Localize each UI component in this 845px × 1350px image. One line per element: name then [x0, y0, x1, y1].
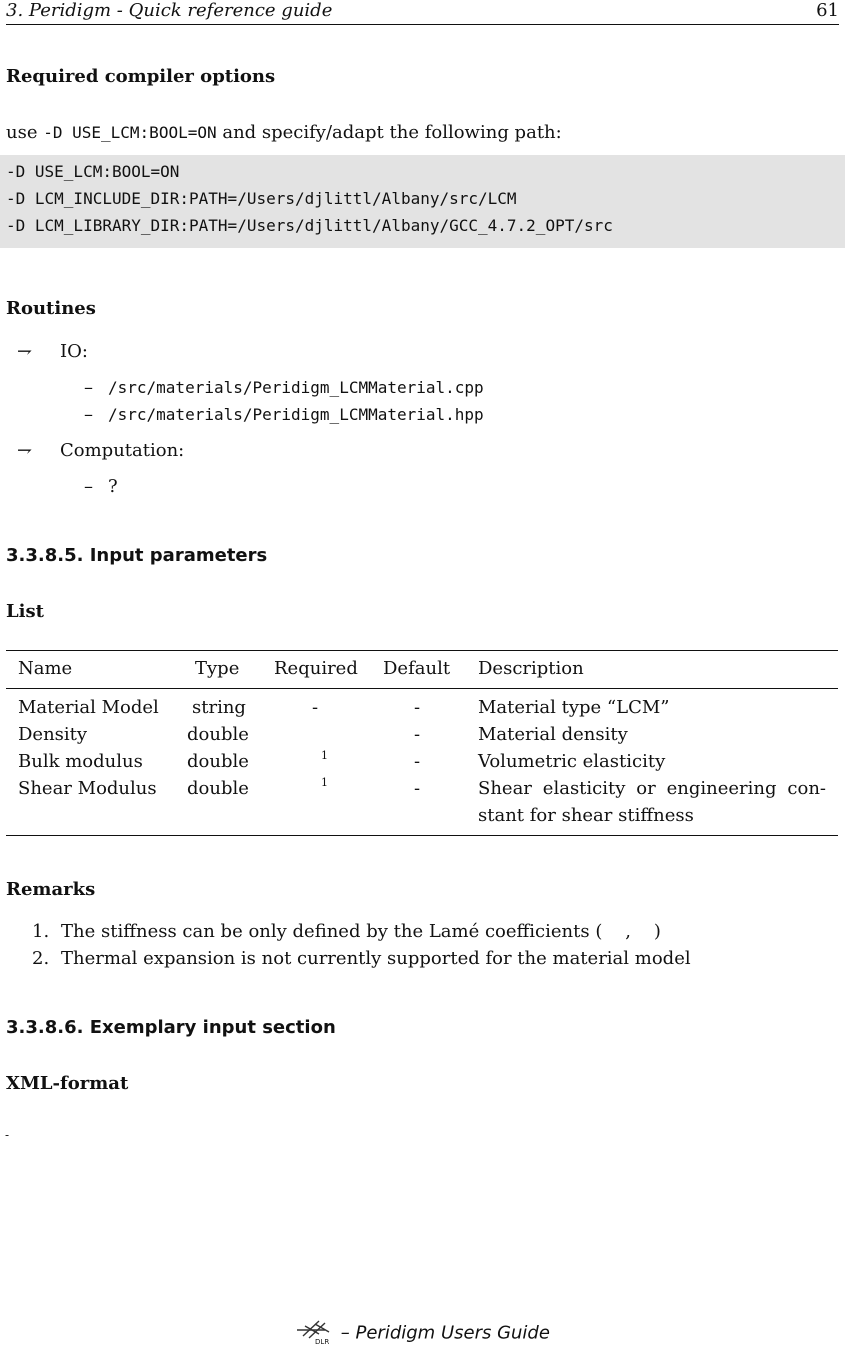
table-cell-description: Volumetric elasticity: [478, 751, 666, 772]
exemplary-input-heading: 3.3.8.6. Exemplary input section: [6, 1017, 336, 1038]
table-header-rule: [6, 688, 838, 689]
table-cell-required: -: [312, 697, 319, 718]
page-footer: [0, 1318, 845, 1348]
table-cell-description: Material type “LCM”: [478, 697, 670, 718]
column-header-type: Type: [195, 658, 240, 679]
compiler-intro-prefix: use: [6, 122, 44, 143]
table-cell-type: double: [187, 724, 249, 745]
compiler-intro: [6, 122, 562, 143]
dlr-logo-caption: DLR: [315, 1338, 330, 1346]
table-cell-required-footnote: 1: [321, 749, 328, 762]
table-cell-default: -: [414, 724, 421, 745]
table-cell-description-continued: stant for shear stiffness: [478, 805, 694, 826]
table-cell-default: -: [414, 751, 421, 772]
compiler-intro-code: -D USE_LCM:BOOL=ON: [43, 123, 217, 142]
routine-file-path: /src/materials/Peridigm_LCMMaterial.hpp: [108, 405, 484, 424]
remark-text: The stiffness can be only defined by the Lamé coefficients ( , ): [61, 921, 661, 942]
column-header-default: Default: [383, 658, 451, 679]
routines-heading: Routines: [6, 298, 96, 319]
dash-bullet: –: [84, 377, 93, 398]
table-cell-name: Bulk modulus: [18, 751, 143, 772]
page-number: 61: [816, 0, 839, 21]
remark-number: 1.: [32, 921, 50, 942]
routine-computation-item: ?: [108, 476, 118, 497]
column-header-description: Description: [478, 658, 584, 679]
remarks-heading: Remarks: [6, 879, 96, 900]
running-header-title: 3. Peridigm - Quick reference guide: [6, 0, 333, 21]
remark-number: 2.: [32, 948, 50, 969]
routine-file-path: /src/materials/Peridigm_LCMMaterial.cpp: [108, 378, 484, 397]
dash-bullet: –: [84, 476, 93, 497]
dlr-logo-icon: [295, 1318, 335, 1348]
table-cell-required-footnote: 1: [321, 776, 328, 789]
compiler-options-heading: Required compiler options: [6, 66, 276, 87]
table-cell-default: -: [414, 778, 421, 799]
table-cell-name: Material Model: [18, 697, 159, 718]
compiler-intro-suffix: and specify/adapt the following path:: [216, 122, 562, 143]
code-line: -D LCM_LIBRARY_DIR:PATH=/Users/djlittl/Albany/GCC_4.7.2_OPT/src: [6, 216, 613, 235]
table-cell-type: double: [187, 751, 249, 772]
footer-text: – Peridigm Users Guide: [340, 1322, 550, 1344]
table-cell-default: -: [414, 697, 421, 718]
table-cell-type: string: [192, 697, 246, 718]
code-line: -D USE_LCM:BOOL=ON: [6, 162, 180, 181]
stray-mark: -: [5, 1128, 10, 1142]
arrow-bullet-icon: ⇁: [17, 341, 33, 362]
table-bottom-rule: [6, 835, 838, 836]
table-cell-name: Shear Modulus: [18, 778, 157, 799]
list-heading: List: [6, 601, 44, 622]
input-parameters-heading: 3.3.8.5. Input parameters: [6, 545, 268, 566]
code-line: -D LCM_INCLUDE_DIR:PATH=/Users/djlittl/Albany/src/LCM: [6, 189, 517, 208]
table-cell-description: Material density: [478, 724, 628, 745]
arrow-bullet-icon: ⇁: [17, 440, 33, 461]
dash-bullet: –: [84, 404, 93, 425]
xml-format-heading: XML-format: [6, 1073, 129, 1094]
routine-io-label: IO:: [60, 341, 88, 362]
routine-computation-label: Computation:: [60, 440, 185, 461]
column-header-name: Name: [18, 658, 73, 679]
table-cell-description: Shear elasticity or engineering con-: [478, 778, 826, 799]
header-rule: [6, 24, 839, 25]
table-cell-name: Density: [18, 724, 88, 745]
table-top-rule: [6, 650, 838, 651]
column-header-required: Required: [274, 658, 358, 679]
remark-text: Thermal expansion is not currently supported for the material model: [61, 948, 691, 969]
table-cell-type: double: [187, 778, 249, 799]
